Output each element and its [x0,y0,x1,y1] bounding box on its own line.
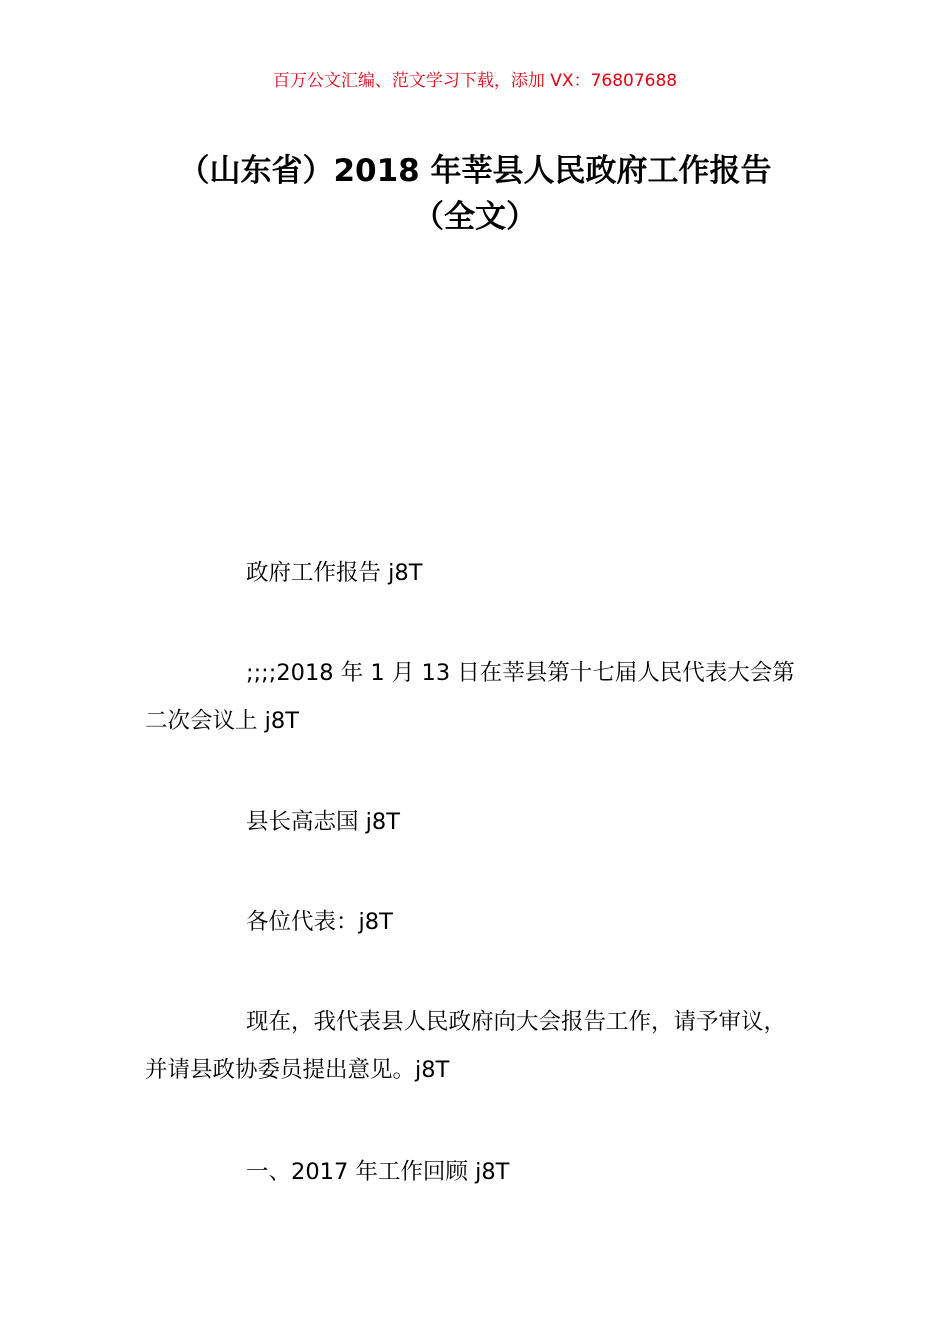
document-title [140,148,810,240]
paragraph-report-heading: 政府工作报告 j8T [246,560,423,586]
paragraph-salutation: 各位代表：j8T [246,909,393,935]
paragraph-speaker: 县长高志国 j8T [246,809,400,835]
document-title-line-2: （全文） [413,199,537,235]
paragraph-section-heading: 一、2017 年工作回顾 j8T [246,1159,510,1185]
document-title-line-1: （山东省）2018 年莘县人民政府工作报告 [178,153,772,189]
promo-header-note: 百万公文汇编、范文学习下载，添加 VX：76807688 [272,71,678,91]
paragraph-meeting-date: ;;;;2018 年 1 月 13 日在莘县第十七届人民代表大会第二次会议上 j8T [145,660,795,734]
paragraph-introduction: 现在，我代表县人民政府向大会报告工作，请予审议，并请县政协委员提出意见。j8T [145,1009,787,1083]
